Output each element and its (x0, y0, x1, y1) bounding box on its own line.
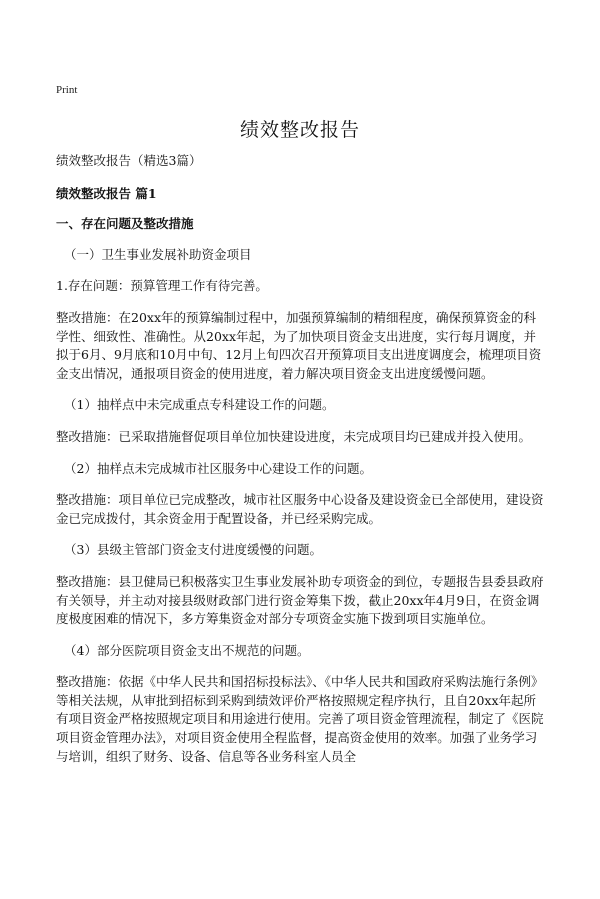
paragraph-item3-measure: 整改措施：项目单位已完成整改，城市社区服务中心设备及建设资金已全部使用，建设资金已完成拨付，其余资金用于配置设备，并已经采购完成。 (56, 492, 544, 526)
paragraph-item5-problem: （4）部分医院项目资金支出不规范的问题。 (64, 642, 310, 658)
paragraph-item1-problem: 1.存在问题：预算管理工作有待完善。 (56, 278, 268, 294)
document-body (56, 152, 546, 779)
paragraph-item4-measure: 整改措施：县卫健局已积极落实卫生事业发展补助专项资金的到位，专题报告县委县政府有关领导，并主动对接县级财政部门进行资金筹集下拨，截止20xx年4月9日，在资金调度极度困难的情况下，多方筹集资金对部分专项资金实施下拨到项目实施单位。 (56, 573, 544, 627)
paragraph-item4-problem: （3）县级主管部门资金支付进度缓慢的问题。 (64, 542, 322, 558)
paragraph-item5-measure: 整改措施：依据《中华人民共和国招标投标法》、《中华人民共和国政府采购法施行条例》等相关法规，从审批到招标到采购到绩效评价严格按照规定程序执行，且自20xx年起所有项目资金严格按照规定项目和用途进行使用。完善了项目资金管理流程，制定了《医院项目资金管理办法》，对项目资金使用全程监督，提高资金使用的效率。加强了业务学习与培训，组织了财务、设备、信息等各业务科室人员全 (56, 674, 544, 764)
subsection-heading: （一）卫生事业发展补助资金项目 (64, 246, 252, 262)
paragraph-item3-problem: （2）抽样点未完成城市社区服务中心建设工作的问题。 (64, 460, 372, 476)
document-subtitle: 绩效整改报告（精选3篇） (56, 153, 202, 168)
print-label: Print (56, 84, 78, 96)
part-heading: 绩效整改报告 篇1 (56, 185, 157, 201)
paragraph-item1-measure: 整改措施：在20xx年的预算编制过程中，加强预算编制的精细程度，确保预算资金的科学性、细致性、准确性。从20xx年起，为了加快项目资金支出进度，实行每月调度，并拟于6月、9月底和10月中旬、12月上旬四次召开预算项目支出进度调度会，梳理项目资金支出情况，通报项目资金的使用进度，着力解决项目资金支出进度缓慢问题。 (56, 309, 542, 381)
document-title: 绩效整改报告 (239, 119, 360, 141)
paragraph-item2-problem: （1）抽样点中未完成重点专科建设工作的问题。 (64, 397, 335, 413)
section-heading: 一、存在问题及整改措施 (56, 216, 194, 232)
paragraph-item2-measure: 整改措施：已采取措施督促项目单位加快建设进度，未完成项目均已建成并投入使用。 (56, 428, 532, 444)
